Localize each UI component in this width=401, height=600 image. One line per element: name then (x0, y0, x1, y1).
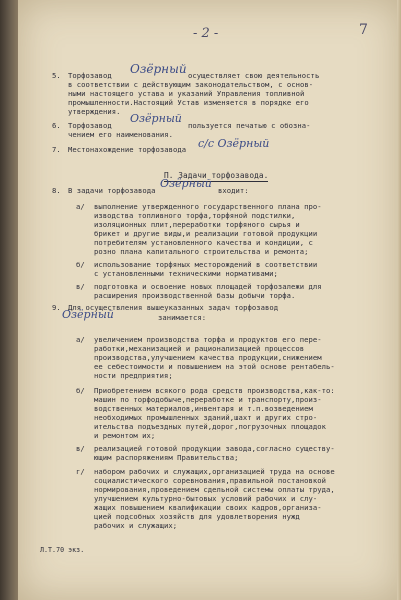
page-number: - 2 - (193, 26, 219, 41)
s5-line5: утверждения. (68, 107, 121, 116)
s5-line2: в соответствии с действующим законодательством, с основ- (68, 80, 314, 89)
handwritten-name-3: Озёрный (160, 177, 212, 190)
footer-note: Л.Т.70 экз. (40, 546, 85, 554)
item-b2-mark: б/ (76, 386, 85, 395)
item-g2-line6: цией подсобных хозяйств для удовлетворения нужд (94, 512, 300, 521)
page-edge (397, 0, 401, 600)
item-a-line4: брикет и другие виды,и реализации готовой продукции (94, 229, 318, 238)
document-page (18, 0, 401, 600)
item-b2-line2: машин по торфодобыче,переработке и транспорту,произ- (94, 395, 322, 404)
item-b2-line6: и ремонтом их; (94, 431, 156, 440)
s9-number: 9. (52, 303, 61, 312)
section-heading: П. Задачи торфозавода. (164, 171, 269, 180)
item-b2-line3: водственных материалов,инвентаря и т.п.возведением (94, 404, 313, 413)
s6-line2: чением его наименования. (68, 130, 174, 139)
s5-line3: ными настоящего устава и указаний Управления топливной (68, 89, 305, 98)
s8-number: 8. (52, 186, 61, 195)
item-b2-line5: ительства подъездных путей,дорог,погрузочных площадок (94, 422, 326, 431)
s5-number: 5. (52, 71, 61, 80)
item-g2-mark: г/ (76, 467, 85, 476)
item-a-mark: а/ (76, 202, 85, 211)
s8-line1b: входит: (218, 186, 249, 195)
item-b-mark: б/ (76, 260, 85, 269)
item-b2-line1: Приобретением всякого рода средств производства,как-то: (94, 386, 335, 395)
item-v2-line2: ющим распоряжениям Правительства; (94, 453, 239, 462)
item-v2-line1: реализацией готовой продукции завода,согласно существу- (94, 444, 335, 453)
item-a-line6: розно плана капитального строительства и ремонта; (94, 247, 309, 256)
item-b-line2: с установленными техническими нормативами; (94, 269, 278, 278)
item-g2-line2: социалистического соревнования,правильной постановкой (94, 476, 326, 485)
item-a2-line2: работки,механизацией и рационализацией процессов (94, 344, 305, 353)
s6-number: 6. (52, 121, 61, 130)
s5-line1a: Торфозавод (68, 71, 112, 80)
s8-line1a: В задачи торфозавода (68, 186, 156, 195)
item-b2-line4: необходимых промышленных зданий,шахт и других стро- (94, 413, 318, 422)
item-b-line1: использование торфяных месторождений в соответствии (94, 260, 318, 269)
s9-line1: Для осуществления вышеуказанных задач торфозавод (68, 303, 279, 312)
item-v-mark: в/ (76, 282, 85, 291)
s5-line1b: осуществляет свою деятельность (188, 71, 320, 80)
item-a-line5: потребителям установленного качества и кондиции, с (94, 238, 313, 247)
corner-number: 7 (359, 22, 368, 38)
item-a2-line3: производства,улучшением качества продукции,снижением (94, 353, 322, 362)
item-g2-line4: улучшением культурно-бытовых условий рабочих и слу- (94, 494, 318, 503)
handwritten-name-4: Озёрный (62, 308, 114, 321)
item-a2-line4: ее себестоимости и повышением на этой основе рентабель- (94, 362, 335, 371)
handwritten-name-1: Озёрный (130, 62, 187, 76)
s6-line1b: пользуется печатью с обозна- (188, 121, 311, 130)
item-a2-line1: увеличением производства торфа и продуктов его пере- (94, 335, 322, 344)
s5-line4: промышленности.Настоящий Устав изменяется в порядке его (68, 98, 309, 107)
item-v-line1: подготовка и освоение новых площадей торфозалежи для (94, 282, 322, 291)
item-a-line2: изводства топливного торфа,торфяной подстилки, (94, 211, 296, 220)
s9-line2: занимается: (158, 313, 207, 322)
item-g2-line5: жащих повышением квалификации своих кадров,организа- (94, 503, 322, 512)
s6-line1a: Торфозавод (68, 121, 112, 130)
item-v2-mark: в/ (76, 444, 85, 453)
item-a-line1: выполнение утвержденного государственного плана про- (94, 202, 322, 211)
item-a2-mark: а/ (76, 335, 85, 344)
item-g2-line7: рабочих и служащих; (94, 521, 178, 530)
item-a2-line5: ности предприятия; (94, 371, 173, 380)
handwritten-stamp-name: с/с Озёрный (198, 137, 270, 150)
item-g2-line3: нормирования,проведением сдельной системы оплаты труда, (94, 485, 335, 494)
item-g2-line1: набором рабочих и служащих,организацией труда на основе (94, 467, 335, 476)
binding-spine (0, 0, 18, 600)
item-a-line3: изоляционных плит,переработки торфяного сырья и (94, 220, 300, 229)
item-v-line2: расширения производственной базы добычи торфа. (94, 291, 296, 300)
handwritten-name-2: Озёрный (130, 112, 182, 125)
s7-number: 7. (52, 145, 61, 154)
s7-line1: Местонахождение торфозавода (68, 145, 187, 154)
